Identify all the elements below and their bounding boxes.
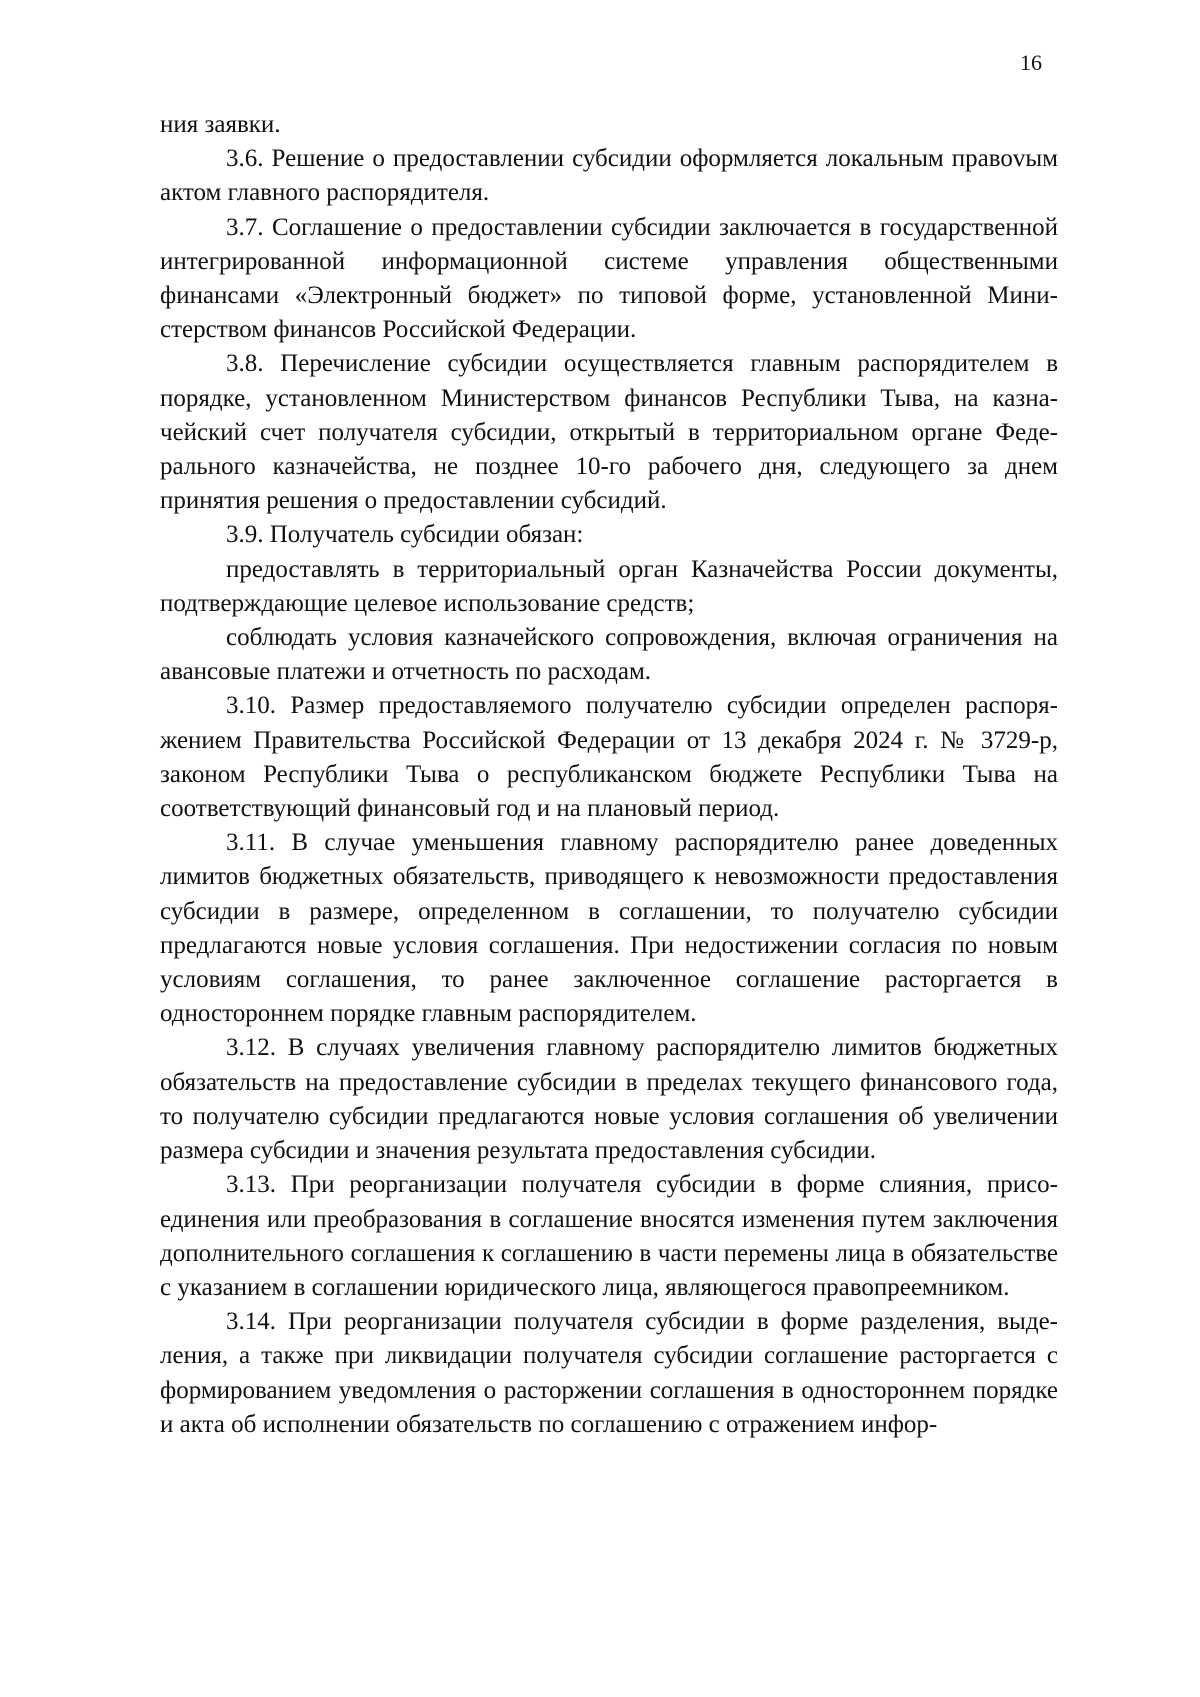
paragraph-3-9-item-1: предоставлять в территориальный орган Казначейства России документы, подтверждающие целевое использование средств; <box>160 555 1058 617</box>
paragraph-3-14: 3.14. При реорганизации получателя субсидии в форме разделения, выделения, а также при ликвидации получателя субсидии соглашение расторгается с формированием уведомления о расторжении соглашения в одностороннем порядке и акта об исполнении обязательств по соглашению с отражением инфор- <box>160 1308 1058 1438</box>
document-body <box>160 108 1058 1442</box>
paragraph-3-6: 3.6. Решение о предоставлении субсидии оформляется локальным правоvым актом главного распорядителя. <box>160 145 1058 207</box>
paragraph-continuation: ния заявки. <box>160 111 281 138</box>
paragraph-3-11: 3.11. В случае уменьшения главному распорядителю ранее доведенных лимитов бюджетных обязательств, приводящего к невозможности предоставления субсидии в размере, определенном в соглашении, то получателю субсидии предлагаются новые условия соглашения. При недостижении согласия по новым условиям соглашения, то ранее заключенное соглашение расторгается в одностороннем порядке главным распорядителем. <box>160 829 1058 1028</box>
paragraph-3-10: 3.10. Размер предоставляемого получателю субсидии определен распоряжением Правительства Российской Федерации от 13 декабря 2024 г. № 3729-р, законом Республики Тыва о республиканском бюджете Республики Тыва на соответствующий финансовый год и на плановый период. <box>160 692 1058 823</box>
paragraph-3-9-item-2: соблюдать условия казначейского сопровождения, включая ограничения на авансовые платежи и отчетность по расходам. <box>160 624 1058 686</box>
page-number: 16 <box>1020 50 1042 75</box>
paragraph-3-9: 3.9. Получатель субсидии обязан: <box>226 521 584 549</box>
paragraph-3-8: 3.8. Перечисление субсидии осуществляется главным распорядителем в порядке, установленном Министерством финансов Республики Тыва, на казначейский счет получателя субсидии, открытый в территориальном органе Федерального казначейства, не позднее 10-го рабочего дня, следующего за днем принятия решения о предоставлении субсидий. <box>160 350 1058 515</box>
paragraph-3-13: 3.13. При реорганизации получателя субсидии в форме слияния, присоединения или преобразования в соглашение вносятся изменения путем заключения дополнительного соглашения к соглашению в части перемены лица в обязательстве с указанием в соглашении юридического лица, являющегося правопреемником. <box>160 1171 1058 1301</box>
paragraph-3-7: 3.7. Соглашение о предоставлении субсидии заключается в государственной интегрированной информационной системе управления общественными финансами «Электронный бюджет» по типовой форме, установленной Министерством финансов Российской Федерации. <box>160 213 1058 344</box>
paragraph-3-12: 3.12. В случаях увеличения главному распорядителю лимитов бюджетных обязательств на предоставление субсидии в пределах текущего финансового года, то получателю субсидии предлагаются новые условия соглашения об увеличении размера субсидии и значения результата предоставления субсидии. <box>160 1034 1058 1165</box>
